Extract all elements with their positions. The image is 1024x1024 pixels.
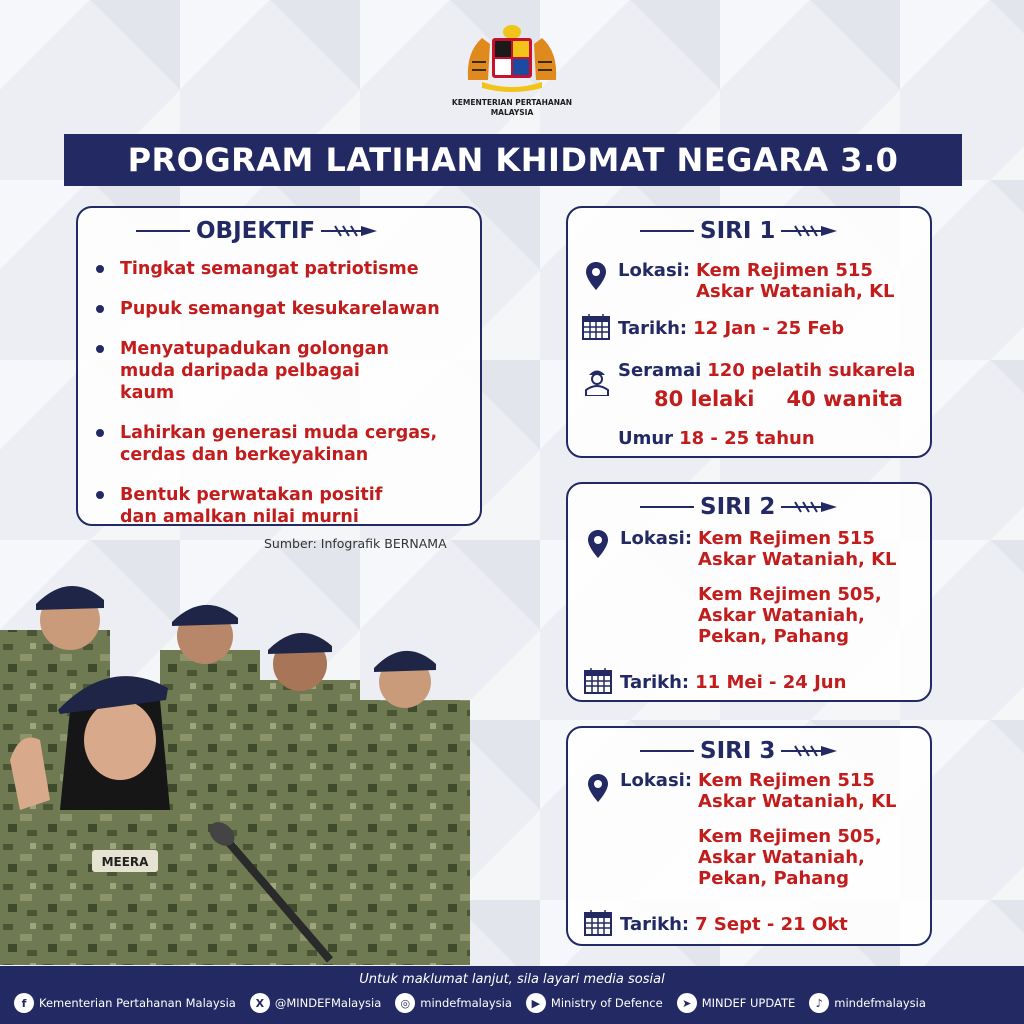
facebook-icon: f bbox=[14, 993, 34, 1013]
siri-1-seramai: Seramai 120 pelatih sukarela bbox=[618, 360, 916, 381]
list-item: Bentuk perwatakan positif dan amalkan nilai murni bbox=[96, 484, 416, 528]
list-item: Menyatupadukan golongan muda daripada pelbagai kaum bbox=[96, 338, 416, 404]
source-credit: Sumber: Infografik BERNAMA bbox=[264, 536, 447, 551]
siri-1-card bbox=[566, 206, 932, 458]
social-link-tiktok[interactable]: ♪ mindefmalaysia bbox=[809, 993, 926, 1013]
social-link-telegram[interactable]: ➤ MINDEF UPDATE bbox=[677, 993, 796, 1013]
list-item: Lahirkan generasi muda cergas, cerdas dan berkeyakinan bbox=[96, 422, 456, 466]
calendar-icon bbox=[584, 668, 612, 694]
siri-1-gender-breakdown: 80 lelaki 40 wanita bbox=[654, 387, 903, 411]
arrow-divider-icon bbox=[781, 744, 839, 758]
siri-3-card bbox=[566, 726, 932, 946]
x-icon: X bbox=[250, 993, 270, 1013]
siri-2-heading: SIRI 2 bbox=[640, 494, 839, 520]
siri-3-heading: SIRI 3 bbox=[640, 738, 839, 764]
siri-2-card bbox=[566, 482, 932, 702]
telegram-icon: ➤ bbox=[677, 993, 697, 1013]
page-title: PROGRAM LATIHAN KHIDMAT NEGARA 3.0 bbox=[64, 134, 962, 186]
footer-bar bbox=[0, 966, 1024, 1024]
soldier-figure bbox=[260, 633, 360, 965]
objektif-card bbox=[76, 206, 482, 526]
social-link-x[interactable]: X @MINDEFMalaysia bbox=[250, 993, 381, 1013]
social-link-instagram[interactable]: ◎ mindefmalaysia bbox=[395, 993, 512, 1013]
siri-1-umur: Umur 18 - 25 tahun bbox=[618, 428, 815, 449]
location-pin-icon bbox=[588, 774, 608, 802]
soldier-figure bbox=[360, 651, 470, 965]
social-link-youtube[interactable]: ▶ Ministry of Defence bbox=[526, 993, 663, 1013]
siri-2-lokasi: Lokasi: Kem Rejimen 515 Askar Wataniah, KL Kem Rejimen 505, Askar Wataniah, Pekan, Pahang bbox=[620, 528, 897, 647]
location-pin-icon bbox=[586, 262, 606, 290]
arrow-divider-icon bbox=[781, 500, 839, 514]
siri-2-tarikh: Tarikh: 11 Mei - 24 Jun bbox=[620, 672, 847, 693]
social-link-facebook[interactable]: f Kementerian Pertahanan Malaysia bbox=[14, 993, 236, 1013]
siri-3-tarikh: Tarikh: 7 Sept - 21 Okt bbox=[620, 914, 848, 935]
ministry-name: KEMENTERIAN PERTAHANAN MALAYSIA bbox=[451, 98, 573, 117]
objektif-list bbox=[96, 258, 456, 546]
list-item: Pupuk semangat kesukarelawan bbox=[96, 298, 456, 320]
social-links bbox=[14, 993, 926, 1013]
arrow-divider-icon bbox=[781, 224, 839, 238]
arrow-divider-icon bbox=[321, 224, 379, 238]
youtube-icon: ▶ bbox=[526, 993, 546, 1013]
siri-1-tarikh: Tarikh: 12 Jan - 25 Feb bbox=[618, 318, 845, 339]
siri-1-heading: SIRI 1 bbox=[640, 218, 839, 244]
list-item: Tingkat semangat patriotisme bbox=[96, 258, 456, 280]
location-pin-icon bbox=[588, 530, 608, 558]
footer-note: Untuk maklumat lanjut, sila layari media sosial bbox=[359, 972, 665, 987]
siri-1-lokasi: Lokasi: Kem Rejimen 515 Askar Wataniah, KL bbox=[618, 260, 895, 302]
siri-3-lokasi: Lokasi: Kem Rejimen 515 Askar Wataniah, KL Kem Rejimen 505, Askar Wataniah, Pekan, Pahang bbox=[620, 770, 897, 889]
objektif-heading: OBJEKTIF bbox=[136, 218, 379, 244]
calendar-icon bbox=[582, 314, 610, 340]
soldier-icon bbox=[584, 366, 610, 396]
coat-of-arms-logo bbox=[462, 22, 562, 94]
trainees-photo bbox=[0, 560, 490, 965]
tiktok-icon: ♪ bbox=[809, 993, 829, 1013]
name-tag: MEERA bbox=[101, 855, 149, 869]
instagram-icon: ◎ bbox=[395, 993, 415, 1013]
calendar-icon bbox=[584, 910, 612, 936]
